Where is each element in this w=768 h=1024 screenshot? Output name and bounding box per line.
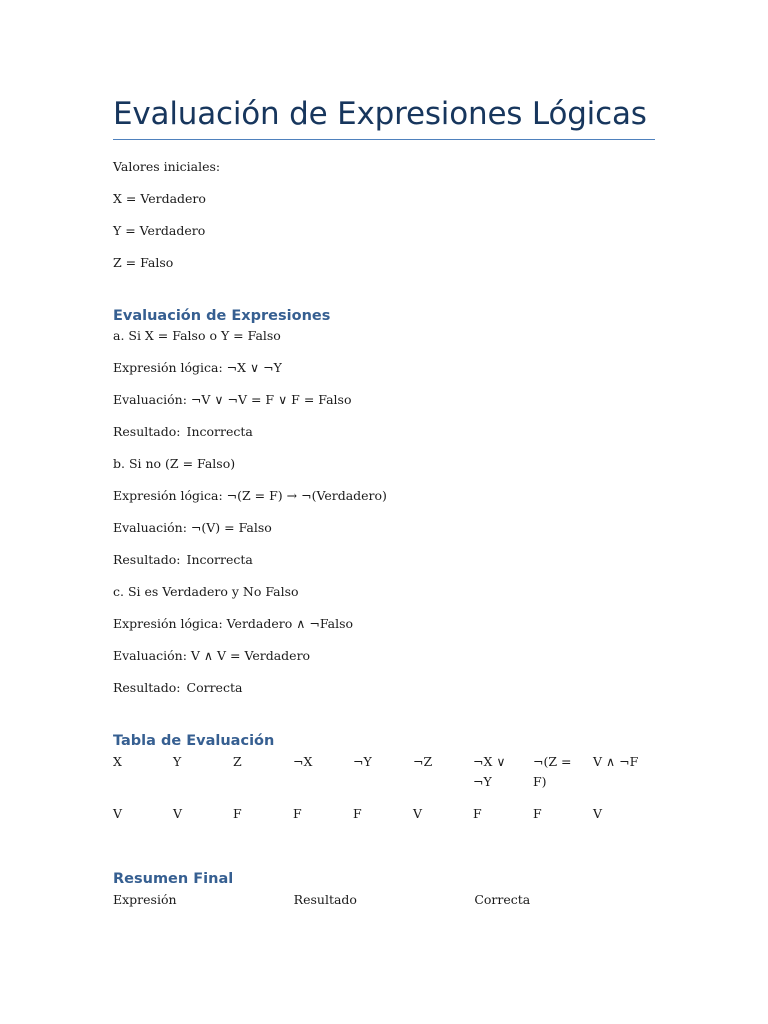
table-cell: V (413, 806, 423, 821)
case-expression: Expresión lógica: ¬X ∨ ¬Y (113, 360, 282, 375)
evaluation-case-a (113, 327, 655, 441)
case-expression: Expresión lógica: ¬(Z = F) → ¬(Verdadero) (113, 488, 387, 503)
table-cell: F (293, 806, 302, 821)
case-label: a. Si X = Falso o Y = Falso (113, 328, 281, 343)
initial-y: Y = Verdadero (113, 223, 206, 238)
table-header-cell: ¬Z (413, 754, 433, 769)
result-value: Correcta (186, 680, 243, 695)
table-header-cell: ¬X ∨ ¬Y (473, 754, 506, 789)
document-title: Evaluación de Expresiones Lógicas (113, 96, 647, 132)
result-label: Resultado: (113, 424, 181, 439)
result-value: Incorrecta (186, 552, 253, 567)
case-evaluation: Evaluación: V ∧ V = Verdadero (113, 648, 311, 663)
summary-cell: Expresión (113, 892, 177, 907)
case-result (113, 551, 655, 569)
table-cell: F (533, 806, 542, 821)
table-header-cell: X (113, 754, 122, 769)
table-header-cell: Z (233, 754, 242, 769)
table-cell: V (173, 806, 183, 821)
table-header-cell: V ∧ ¬F (593, 754, 639, 769)
summary-cell: Correcta (474, 892, 531, 907)
initial-z: Z = Falso (113, 255, 174, 270)
case-result (113, 679, 655, 697)
case-label: c. Si es Verdadero y No Falso (113, 584, 299, 599)
initial-values-label: Valores iniciales: (113, 159, 221, 174)
document-body (113, 90, 655, 910)
table-header-row (113, 752, 655, 798)
table-header-cell: Y (173, 754, 182, 769)
summary-cell: Resultado (293, 892, 357, 907)
result-value: Incorrecta (186, 424, 253, 439)
section-heading-evaluation: Evaluación de Expresiones (113, 308, 331, 324)
truth-table (113, 752, 655, 824)
evaluation-case-b (113, 455, 655, 569)
result-label: Resultado: (113, 680, 181, 695)
table-header-cell: ¬Y (353, 754, 372, 769)
case-label: b. Si no (Z = Falso) (113, 456, 236, 471)
section-heading-table: Tabla de Evaluación (113, 733, 275, 749)
table-row (113, 804, 655, 824)
table-cell: F (233, 806, 242, 821)
table-cell: F (473, 806, 482, 821)
case-expression: Expresión lógica: Verdadero ∧ ¬Falso (113, 616, 354, 631)
table-header-cell: ¬(Z = F) (533, 754, 572, 789)
case-evaluation: Evaluación: ¬V ∨ ¬V = F ∨ F = Falso (113, 392, 352, 407)
section-heading-summary: Resumen Final (113, 871, 234, 887)
table-cell: F (353, 806, 362, 821)
result-label: Resultado: (113, 552, 181, 567)
case-result (113, 423, 655, 441)
table-cell: V (113, 806, 123, 821)
summary-row (113, 890, 655, 910)
table-cell: V (593, 806, 603, 821)
case-evaluation: Evaluación: ¬(V) = Falso (113, 520, 272, 535)
table-header-cell: ¬X (293, 754, 313, 769)
initial-x: X = Verdadero (113, 191, 206, 206)
evaluation-case-c (113, 583, 655, 697)
